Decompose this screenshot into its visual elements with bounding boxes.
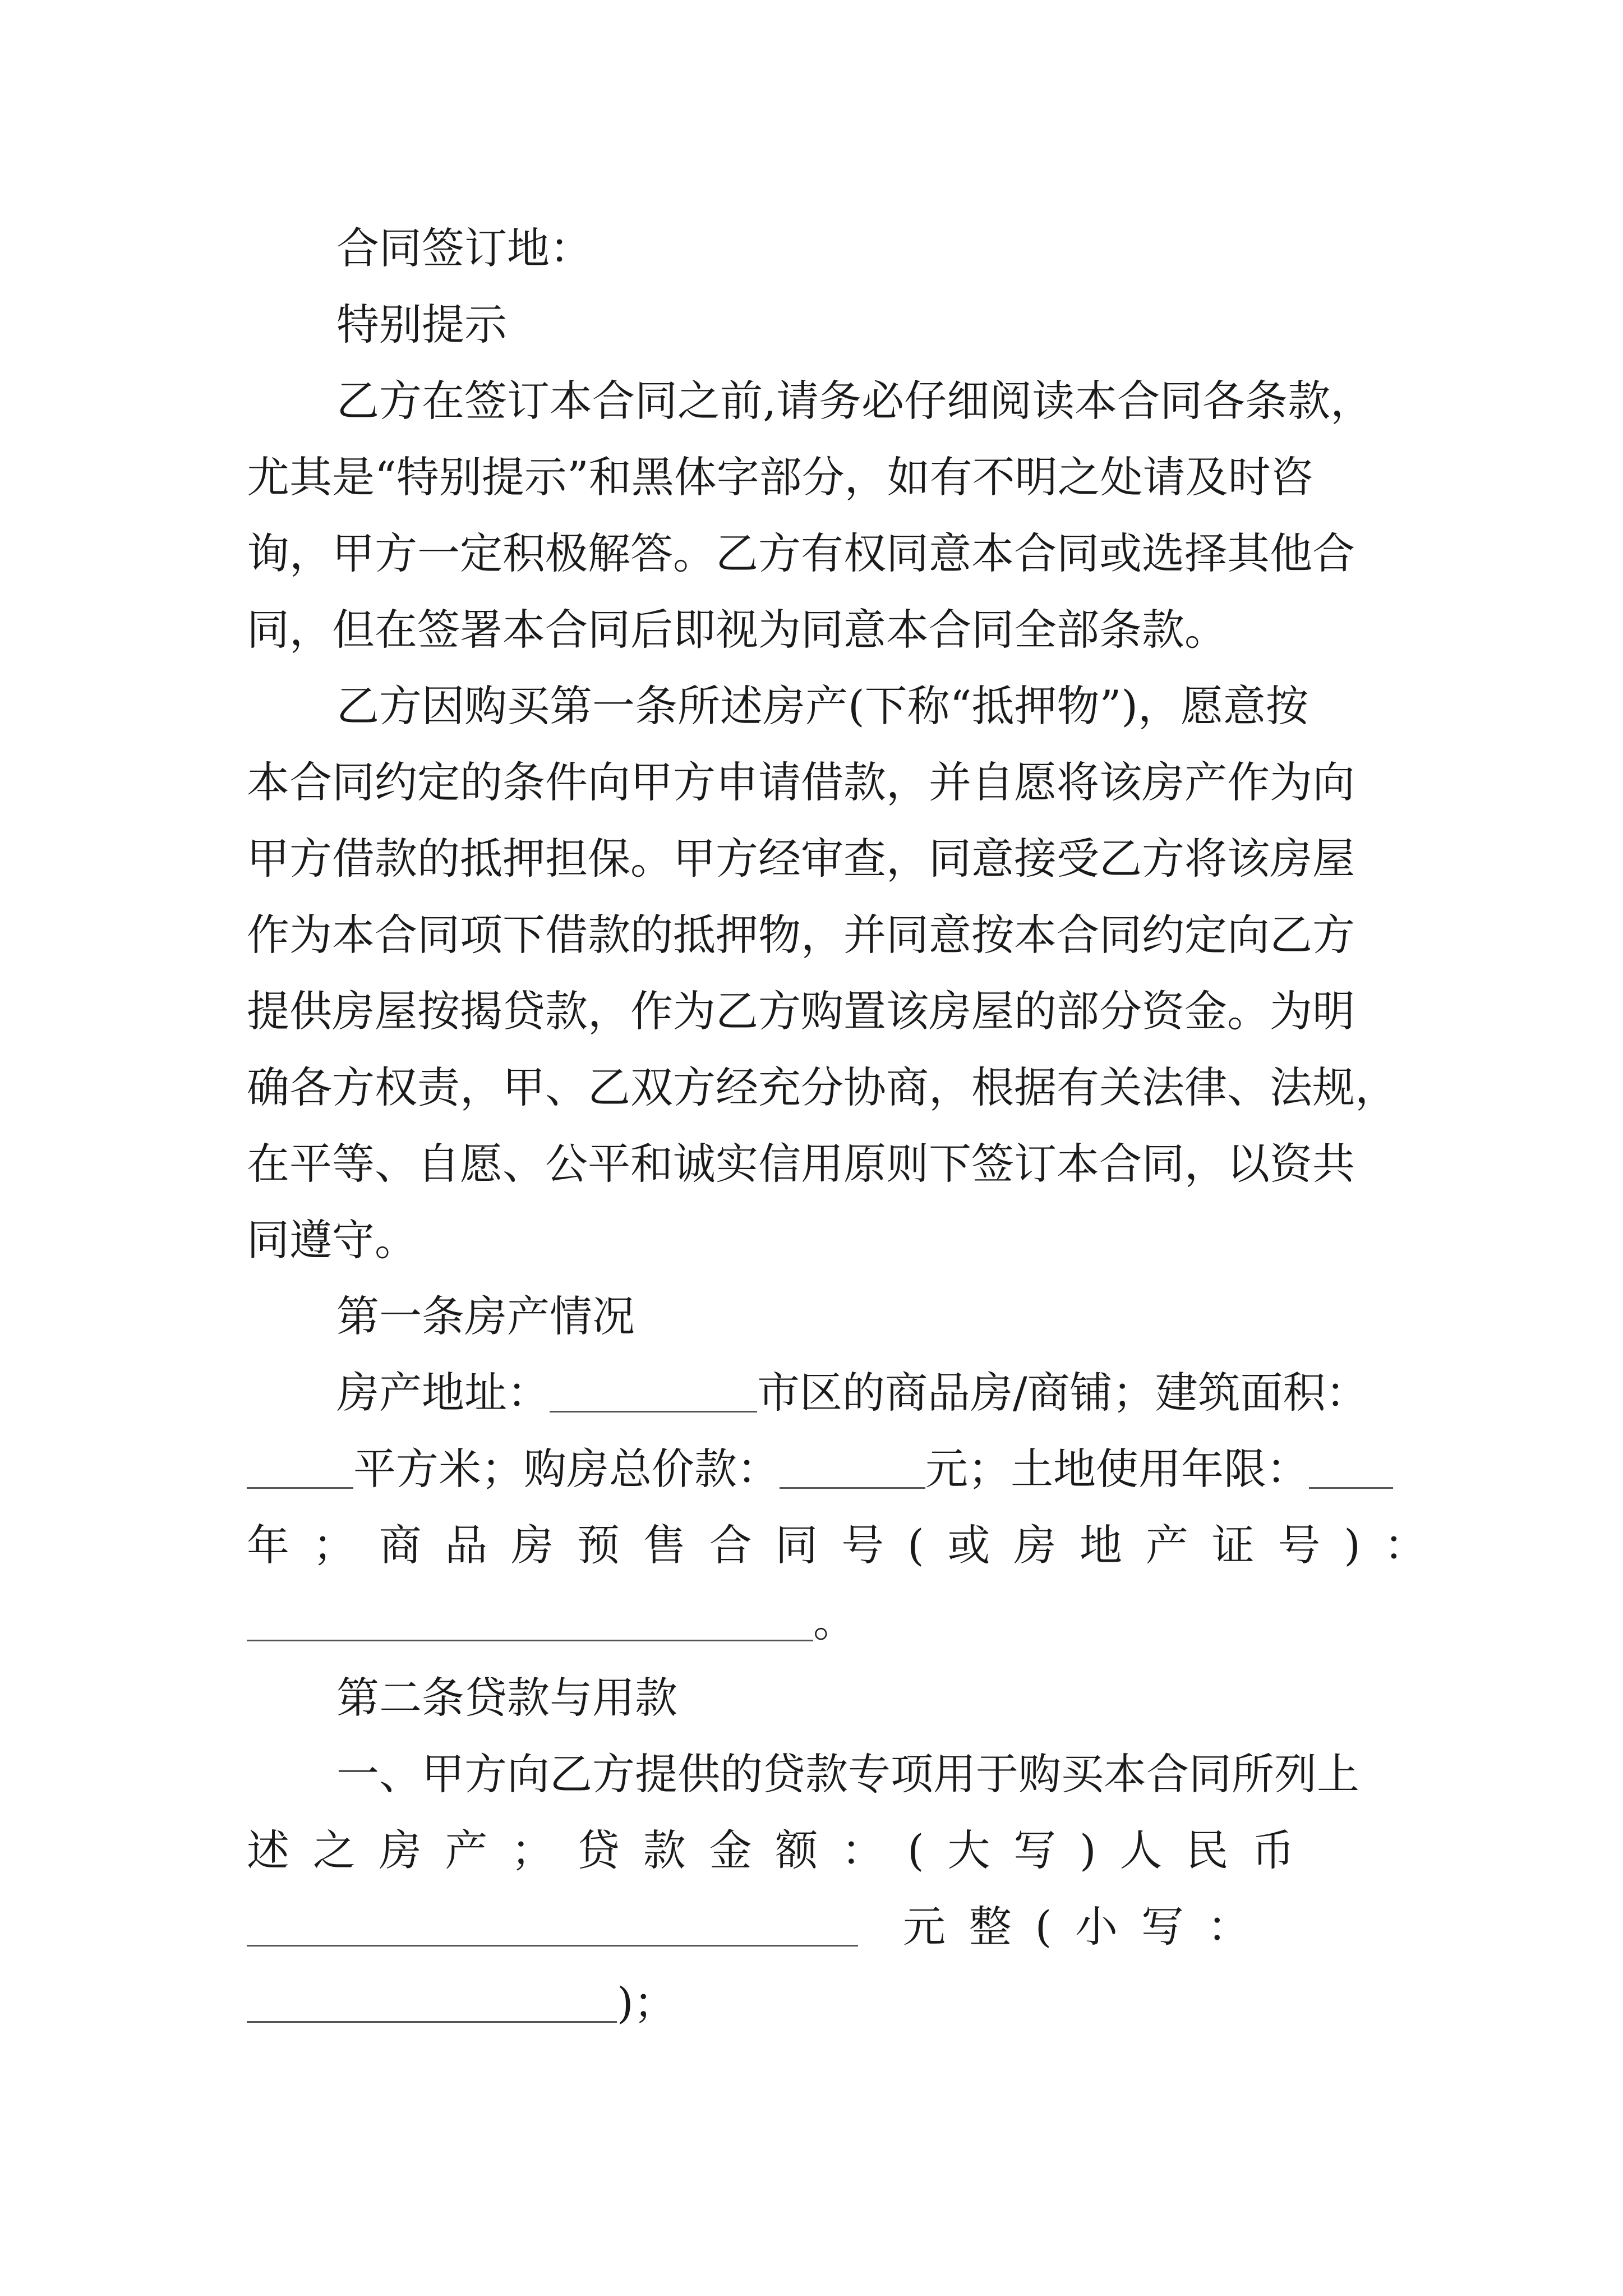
- amount-words-line: [247, 1889, 1273, 1965]
- preamble-line: 甲方借款的抵押担保。甲方经审查，同意接受乙方将该房屋: [247, 834, 1355, 884]
- loan-purpose-line: 一、甲方向乙方提供的贷款专项用于购买本合同所列上: [336, 1749, 1359, 1799]
- area-label: 平方米；购房总价款：: [353, 1444, 780, 1494]
- preamble-line: 确各方权责，甲、乙双方经充分协商，根据有关法律、法规，: [247, 1062, 1398, 1112]
- notice-line: 同，但在签署本合同后即视为同意本合同全部条款。: [247, 605, 1227, 655]
- preamble-line: 提供房屋按揭贷款，作为乙方购置该房屋的部分资金。为明: [247, 986, 1355, 1036]
- property-address-line: [336, 1355, 1368, 1431]
- area-price-line: [247, 1431, 1393, 1507]
- preamble-line: 同遵守。: [247, 1215, 417, 1265]
- notice-line: 乙方在签订本合同之前,请务必仔细阅读本合同各条款，: [336, 376, 1373, 426]
- land-use-label: 元；土地使用年限：: [925, 1444, 1309, 1494]
- years-blank: [1309, 1444, 1393, 1489]
- amount-figures-line: [247, 1965, 676, 2041]
- closing-paren: )；: [617, 1978, 676, 2028]
- article-1-title: 第一条房产情况: [336, 1291, 635, 1341]
- amount-words-blank: [247, 1902, 858, 1947]
- preamble-line: 作为本合同项下借款的抵押物，并同意按本合同约定向乙方: [247, 910, 1355, 960]
- article-2-title: 第二条贷款与用款: [336, 1673, 677, 1723]
- contract-number-blank: [247, 1597, 813, 1641]
- address-suffix: 市区的商品房/商铺；建筑面积：: [757, 1368, 1368, 1418]
- signing-place-label: 合同签订地：: [336, 223, 592, 273]
- preamble-line: 在平等、自愿、公平和诚实信用原则下签订本合同，以资共: [247, 1139, 1355, 1189]
- preamble-line: 本合同约定的条件向甲方申请借款，并自愿将该房产作为向: [247, 757, 1355, 807]
- address-blank: [550, 1368, 757, 1412]
- price-blank: [780, 1444, 925, 1489]
- notice-line: 询，甲方一定积极解答。乙方有权同意本合同或选择其他合: [247, 528, 1355, 578]
- loan-amount-line: 述之房产；贷款金额：(大写)人民币: [247, 1825, 1318, 1875]
- period: 。: [813, 1596, 856, 1646]
- contract-number-blank-line: [247, 1584, 856, 1660]
- amount-figures-blank: [247, 1978, 617, 2023]
- special-notice-title: 特别提示: [336, 300, 507, 349]
- notice-line: 尤其是“特别提示”和黑体字部分，如有不明之处请及时咨: [247, 452, 1313, 502]
- area-blank: [247, 1444, 353, 1489]
- amount-words-suffix: 元整(小写：: [903, 1902, 1274, 1952]
- contract-number-line: 年；商品房预售合同号(或房地产证号)：: [247, 1520, 1450, 1570]
- preamble-line: 乙方因购买第一条所述房产(下称“抵押物”)，愿意按: [336, 681, 1309, 731]
- address-label: 房产地址：: [336, 1368, 550, 1418]
